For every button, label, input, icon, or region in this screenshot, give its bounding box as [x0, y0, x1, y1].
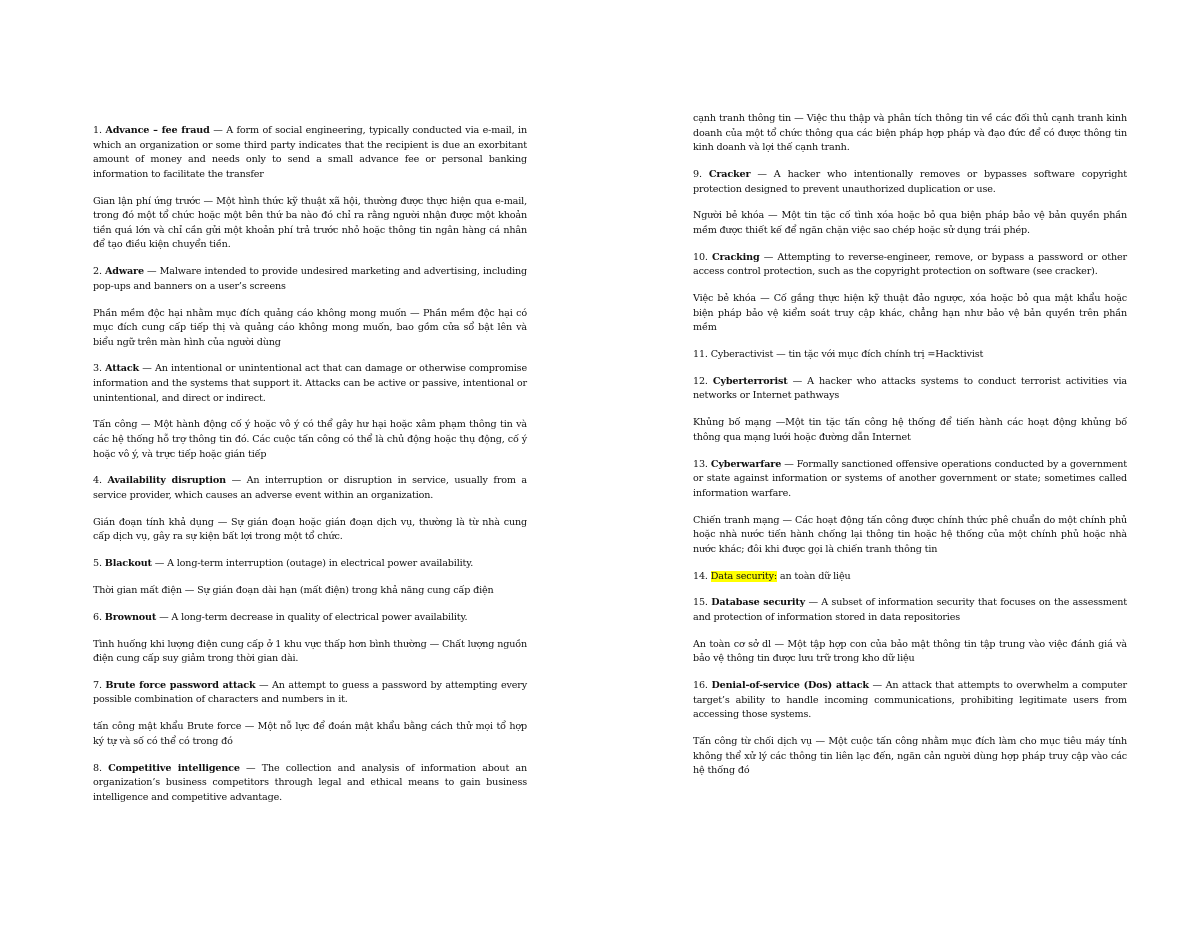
term: Attack — [105, 363, 140, 375]
term: Cyberwarfare — [710, 458, 782, 470]
definition-entry: 12. Cyberterrorist — A hacker who attacks systems to conduct terrorist activities via networks or Internet pathways — [693, 375, 1127, 402]
term: Denial-of-service (Dos) attack — [711, 680, 869, 692]
translation-paragraph: Người bẻ khóa — Một tin tặc cố tình xóa hoặc bỏ qua biện pháp bảo vệ bản quyền phần mềm được thiết kế để ngăn chặn việc sao chép hoặc sử dụng trái phép. — [693, 210, 1127, 236]
definition-entry: 11. Cyberactivist — tin tặc với mục đích chính trị =Hacktivist — [693, 349, 984, 361]
term: Adware — [105, 266, 144, 278]
term: Advance – fee fraud — [105, 125, 210, 136]
translation-paragraph: An toàn cơ sở dl — Một tập hợp con của bảo mật thông tin tập trung vào việc đánh giá và bảo vệ thông tin được lưu trữ trong kho dữ liệu — [693, 638, 1127, 665]
translation-paragraph: Khủng bố mạng —Một tin tặc tấn công hệ thống để tiến hành các hoạt động khủng bố thông qua mạng lưới hoặc đường dẫn Internet — [693, 417, 1127, 443]
translation-paragraph: Tình huống khi lượng điện cung cấp ở 1 khu vực thấp hơn bình thường — Chất lượng nguồn điện cung cấp suy giảm trong thời gian dài. — [93, 638, 527, 665]
term: Blackout — [104, 558, 152, 570]
translation-paragraph: cạnh tranh thông tin — Việc thu thập và phân tích thông tin về các đối thủ cạnh tranh kinh doanh của một tổ chức thông qua các biện pháp hợp pháp và đạo đức để có được thông tin kinh doanh và lợi thế cạnh tranh. — [693, 113, 1127, 154]
definition-entry: 9. Cracker — A hacker who intentionally removes or bypasses software copyright protection designed to prevent unauthorized duplication or use. — [693, 168, 1127, 195]
term: Cracker — [708, 168, 751, 180]
definition-entry: 13. Cyberwarfare — Formally sanctioned offensive operations conducted by a government or state against information or systems of another government or state; sometimes called information warfare. — [693, 458, 1127, 499]
term: Cracking — [712, 251, 760, 263]
translation-paragraph: Thời gian mất điện — Sự gián đoạn dài hạn (mất điện) trong khả năng cung cấp điện — [93, 584, 494, 596]
translation-paragraph: Tấn công từ chối dịch vụ — Một cuộc tấn công nhằm mục đích làm cho mục tiêu máy tính không thể xử lý các thông tin liên lạc đến, ngăn cản người dùng hợp pháp truy cập vào các hệ thống đó — [693, 736, 1127, 777]
term: Availability disruption — [107, 475, 226, 487]
definition-entry: 5. Blackout — A long-term interruption (outage) in electrical power availability. — [93, 558, 474, 570]
translation-paragraph: tấn công mật khẩu Brute force — Một nỗ lực để đoán mật khẩu bằng cách thử mọi tổ hợp ký tự và số có thể có trong đó — [93, 721, 527, 747]
translation-paragraph: Gian lận phí ứng trước — Một hình thức kỹ thuật xã hội, thường được thực hiện qua e-mail, trong đó một tổ chức hoặc một bên thứ ba nào đó chỉ ra rằng người nhận được một khoản tiền quá lớn và chỉ cần gửi một khoản phí trả trước nhỏ hoặc thông tin ngân hàng cá nhân để tạo điều kiện chuyển tiền. — [93, 195, 527, 251]
definition-entry: 1. Advance – fee fraud — A form of social engineering, typically conducted via e-mail, in which an organization or some third party indicates that the recipient is due an exorbitant amount of money and needs only to send a small advance fee or personal banking information to facilitate the transfer — [93, 125, 527, 180]
definition-entry: 2. Adware — Malware intended to provide undesired marketing and advertising, including pop-ups and banners on a user’s screens — [93, 266, 528, 292]
translation-paragraph: Gián đoạn tính khả dụng — Sự gián đoạn hoặc gián đoạn dịch vụ, thường là từ nhà cung cấp dịch vụ, gây ra sự kiện bất lợi trong một tổ chức. — [93, 516, 527, 543]
definition-entry: 8. Competitive intelligence — The collection and analysis of information about an organization’s business competitors through legal and ethical means to gain business intelligence and competitive advantage. — [93, 762, 527, 803]
definition-entry: 14. Data security: an toàn dữ liệu — [693, 570, 851, 582]
right-column — [693, 112, 1127, 791]
translation-paragraph: Tấn công — Một hành động cố ý hoặc vô ý có thể gây hư hại hoặc xâm phạm thông tin và các hệ thống hỗ trợ thông tin đó. Các cuộc tấn công có thể là chủ động hoặc thụ động, cố ý hoặc vô ý, và trực tiếp hoặc gián tiếp — [93, 419, 527, 460]
term: Brute force password attack — [105, 679, 256, 691]
definition-entry: 6. Brownout — A long-term decrease in quality of electrical power availability. — [93, 611, 468, 623]
definition-entry: 7. Brute force password attack — An attempt to guess a password by attempting every possible combination of characters and numbers in it. — [93, 679, 528, 706]
term: Cyberterrorist — [712, 375, 788, 387]
definition-entry: 4. Availability disruption — An interruption or disruption in service, usually from a service provider, which causes an adverse event within an organization. — [93, 475, 527, 501]
translation-paragraph: Chiến tranh mạng — Các hoạt động tấn công được chính thức phê chuẩn do một chính phủ hoặc nhà nước tiến hành chống lại thông tin hoặc hệ thống của một chính phủ hoặc nhà nước khác; đôi khi được gọi là chiến tranh thông tin — [693, 514, 1127, 555]
definition-entry: 3. Attack — An intentional or unintentional act that can damage or otherwise compromise information and the systems that support it. Attacks can be active or passive, intentional or unintentional, and direct or indirect. — [93, 363, 527, 404]
term: Brownout — [104, 611, 157, 623]
definition-entry: 10. Cracking — Attempting to reverse-engineer, remove, or bypass a password or other access control protection, such as the copyright protection on software (see cracker). — [693, 251, 1127, 278]
definition-entry: 16. Denial-of-service (Dos) attack — An attack that attempts to overwhelm a computer target’s ability to handle incoming communications, prohibiting legitimate users from accessing those systems. — [693, 680, 1127, 721]
highlighted-term: Data security: — [710, 570, 777, 582]
term: Database security — [711, 597, 806, 609]
translation-paragraph: Phần mềm độc hại nhằm mục đích quảng cáo không mong muốn — Phần mềm độc hại có mục đích cung cấp tiếp thị và quảng cáo không mong muốn, bao gồm cửa sổ bật lên và biểu ngữ trên màn hình của người dùng — [93, 307, 527, 348]
term: Competitive intelligence — [108, 762, 240, 774]
translation-paragraph: Việc bẻ khóa — Cố gắng thực hiện kỹ thuật đảo ngược, xóa hoặc bỏ qua mật khẩu hoặc biện pháp bảo vệ kiểm soát truy cập khác, chẳng hạn như bảo vệ bản quyền trên phần mềm — [693, 293, 1127, 334]
left-column — [93, 124, 527, 818]
definition-entry: 15. Database security — A subset of information security that focuses on the assessment and protection of information stored in data repositories — [693, 597, 1127, 623]
